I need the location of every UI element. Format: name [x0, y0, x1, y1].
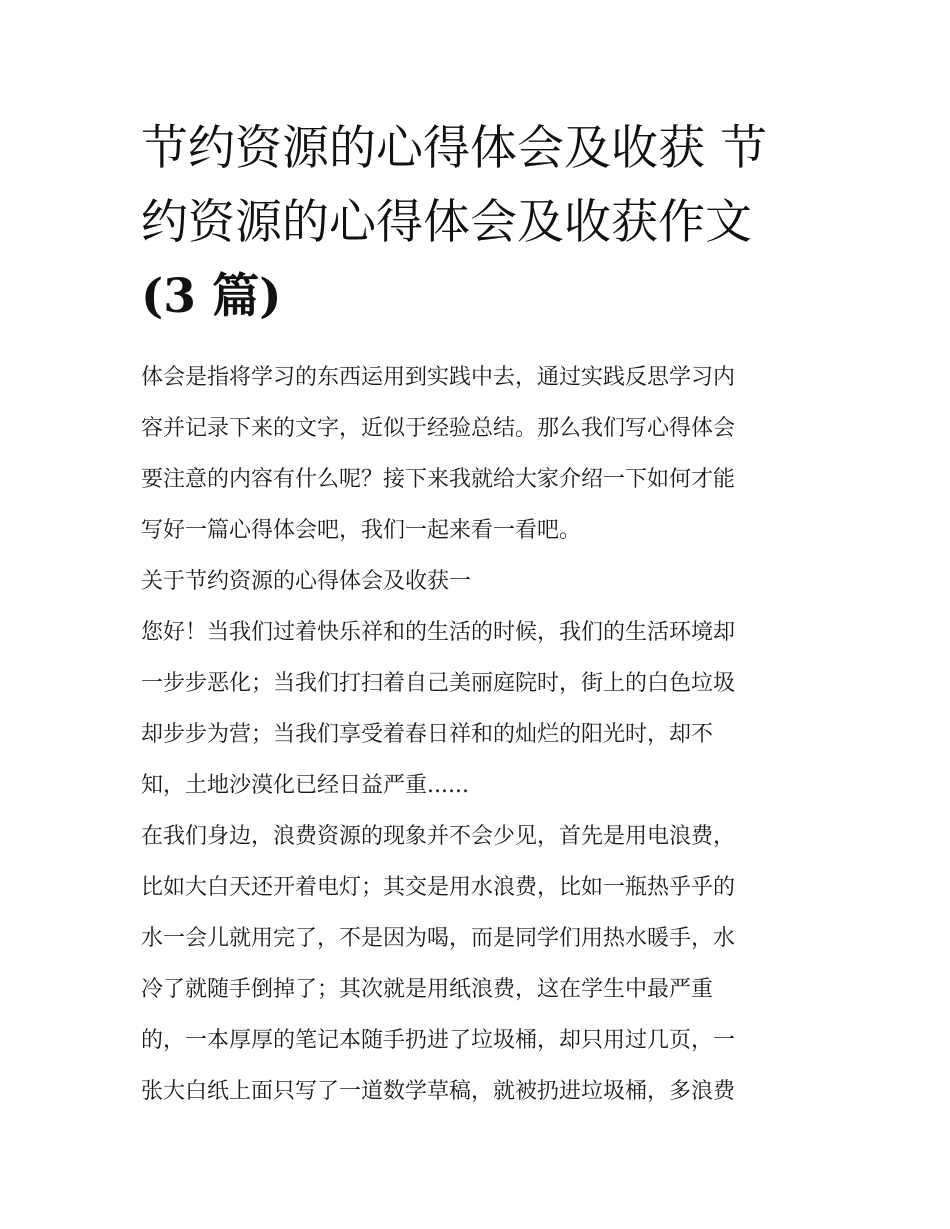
- body-line-12: 水一会儿就用完了，不是因为喝，而是同学们用热水暖手，水: [141, 926, 736, 951]
- document-content: [141, 112, 817, 1117]
- title-line-3: (3 篇): [141, 269, 282, 324]
- body-line-9: 知，土地沙漠化已经日益严重......: [141, 773, 469, 798]
- body-line-6: 您好！当我们过着快乐祥和的生活的时候，我们的生活环境却: [141, 620, 736, 645]
- body-line-14: 的，一本厚厚的笔记本随手扔进了垃圾桶，却只用过几页，一: [141, 1028, 736, 1053]
- body-line-7: 一步步恶化；当我们打扫着自己美丽庭院时，街上的白色垃圾: [141, 671, 736, 696]
- body-line-4: 写好一篇心得体会吧，我们一起来看一看吧。: [141, 518, 582, 543]
- body-line-13: 冷了就随手倒掉了；其次就是用纸浪费，这在学生中最严重: [141, 977, 714, 1002]
- body-line-2: 容并记录下来的文字，近似于经验总结。那么我们写心得体会: [141, 416, 736, 441]
- body-line-15: 张大白纸上面只写了一道数学草稿，就被扔进垃圾桶，多浪费: [141, 1079, 736, 1104]
- body-line-3: 要注意的内容有什么呢？接下来我就给大家介绍一下如何才能: [141, 467, 736, 492]
- body-line-1: 体会是指将学习的东西运用到实践中去，通过实践反思学习内: [141, 365, 736, 390]
- body-line-8: 却步步为营；当我们享受着春日祥和的灿烂的阳光时，却不: [141, 722, 714, 747]
- document-title: [141, 112, 817, 334]
- section-heading: 关于节约资源的心得体会及收获一: [141, 569, 472, 594]
- body-line-11: 比如大白天还开着电灯；其交是用水浪费，比如一瓶热乎乎的: [141, 875, 736, 900]
- title-line-1: 节约资源的心得体会及收获 节: [141, 121, 767, 176]
- document-body: [141, 352, 817, 1117]
- body-line-10: 在我们身边，浪费资源的现象并不会少见，首先是用电浪费，: [141, 824, 736, 849]
- title-line-2: 约资源的心得体会及收获作文: [141, 195, 752, 250]
